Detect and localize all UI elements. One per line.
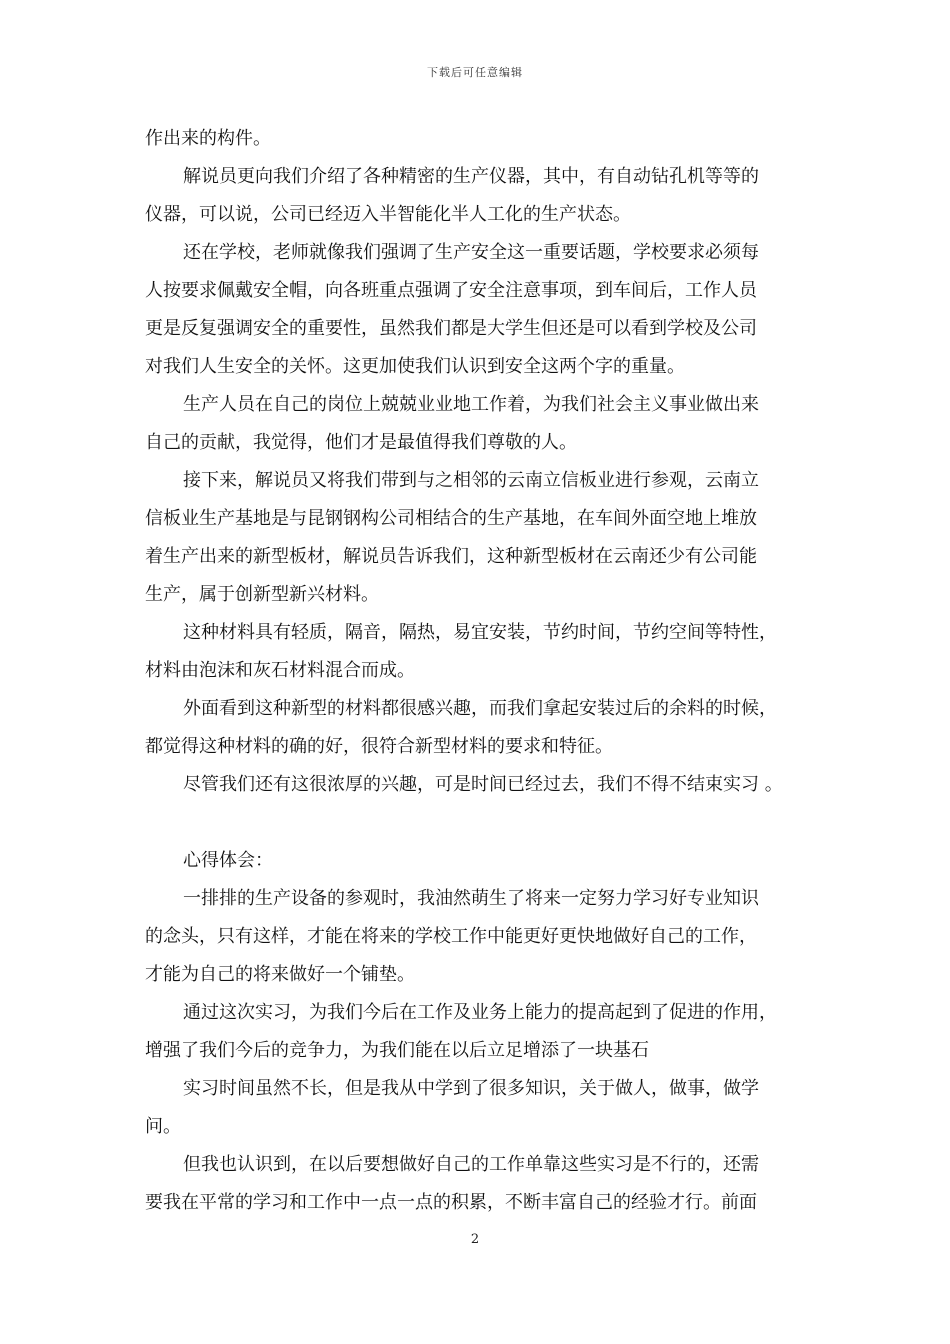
- text-line: 对我们人生安全的关怀。这更加使我们认识到安全这两个字的重量。: [145, 356, 685, 377]
- text-line: 仪器，可以说，公司已经迈入半智能化半人工化的生产状态。: [145, 204, 631, 225]
- text-line: 解说员更向我们介绍了各种精密的生产仪器，其中，有自动钻孔机等等的: [183, 166, 759, 187]
- text-line: 还在学校，老师就像我们强调了生产安全这一重要话题，学校要求必须每: [183, 242, 759, 263]
- page-number: 2: [470, 1232, 480, 1247]
- text-line: 材料由泡沫和灰石材料混合而成。: [145, 660, 415, 681]
- text-line: 着生产出来的新型板材，解说员告诉我们，这种新型板材在云南还少有公司能: [145, 546, 757, 567]
- text-line: 要我在平常的学习和工作中一点一点的积累，不断丰富自己的经验才行。前面: [145, 1192, 757, 1213]
- document-body: [145, 120, 825, 1222]
- paragraph-gap: [145, 804, 825, 842]
- text-line: 的念头，只有这样，才能在将来的学校工作中能更好更快地做好自己的工作，: [145, 926, 757, 947]
- text-line: 都觉得这种材料的确的好，很符合新型材料的要求和特征。: [145, 736, 613, 757]
- text-line: 人按要求佩戴安全帽，向各班重点强调了安全注意事项，到车间后，工作人员: [145, 280, 757, 301]
- text-line: 这种材料具有轻质，隔音，隔热，易宜安装，节约时间，节约空间等特性，: [183, 622, 777, 643]
- text-line: 增强了我们今后的竞争力，为我们能在以后立足增添了一块基石: [145, 1040, 649, 1061]
- text-line: 才能为自己的将来做好一个铺垫。: [145, 964, 415, 985]
- text-line: 一排排的生产设备的参观时，我油然萌生了将来一定努力学习好专业知识: [183, 888, 759, 909]
- text-line: 更是反复强调安全的重要性，虽然我们都是大学生但还是可以看到学校及公司: [145, 318, 757, 339]
- text-line: 接下来，解说员又将我们带到与之相邻的云南立信板业进行参观，云南立: [183, 470, 759, 491]
- text-line: 问。: [145, 1116, 181, 1137]
- text-line: 自己的贡献，我觉得，他们才是最值得我们尊敬的人。: [145, 432, 577, 453]
- text-line: 作出来的构件。: [145, 128, 271, 149]
- text-line: 通过这次实习，为我们今后在工作及业务上能力的提高起到了促进的作用，: [183, 1002, 777, 1023]
- section-heading: 心得体会：: [183, 850, 273, 871]
- text-line: 但我也认识到，在以后要想做好自己的工作单靠这些实习是不行的，还需: [183, 1154, 759, 1175]
- text-line: 外面看到这种新型的材料都很感兴趣，而我们拿起安装过后的余料的时候，: [183, 698, 777, 719]
- text-line: 尽管我们还有这很浓厚的兴趣，可是时间已经过去，我们不得不结束实习 。: [183, 774, 783, 795]
- text-line: 实习时间虽然不长，但是我从中学到了很多知识，关于做人，做事，做学: [183, 1078, 759, 1099]
- page-header: 下载后可任意编辑: [427, 66, 523, 79]
- text-line: 信板业生产基地是与昆钢钢构公司相结合的生产基地，在车间外面空地上堆放: [145, 508, 757, 529]
- text-line: 生产人员在自己的岗位上兢兢业业地工作着，为我们社会主义事业做出来: [183, 394, 759, 415]
- text-line: 生产，属于创新型新兴材料。: [145, 584, 379, 605]
